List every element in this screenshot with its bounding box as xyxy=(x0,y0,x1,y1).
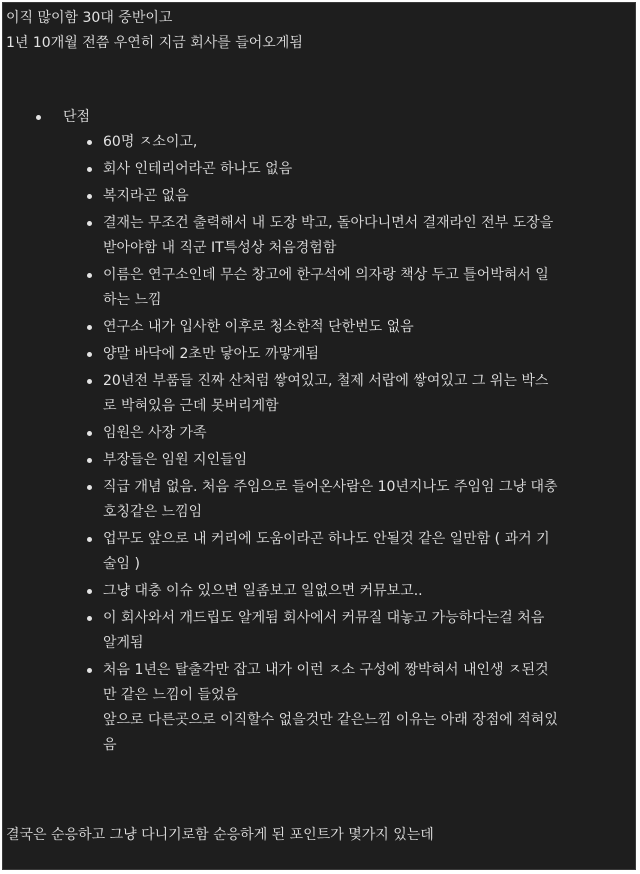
intro-line: 1년 10개월 전쯤 우연히 지금 회사를 들어오게됨 xyxy=(6,35,303,51)
list-item xyxy=(3,315,635,340)
bullet-dot-icon xyxy=(87,485,92,490)
cons-section xyxy=(3,105,635,760)
list-item-text: 받아야함 내 직군 IT특성상 처음경험함 xyxy=(103,240,337,256)
list-item-text: 복지라곤 없음 xyxy=(103,188,189,204)
intro-line: 이직 많이함 30대 중반이고 xyxy=(6,10,173,26)
list-item-text: 이름은 연구소인데 무슨 창고에 한구석에 의자랑 책상 두고 틀어박혀서 일 xyxy=(103,267,549,283)
list-item-text: 연구소 내가 입사한 이후로 청소한적 단한번도 없음 xyxy=(103,319,414,335)
list-item xyxy=(3,579,635,604)
bullet-dot-icon xyxy=(87,325,92,330)
bullet-dot-icon xyxy=(87,194,92,199)
list-item xyxy=(3,421,635,446)
list-item xyxy=(3,130,635,155)
list-item-text: 처음 1년은 탈출각만 잡고 내가 이런 ㅈ소 구성에 짱박혀서 내인생 ㅈ된것 xyxy=(103,662,549,678)
list-item-text: 호칭같은 느낌임 xyxy=(103,504,203,520)
cons-list xyxy=(3,130,635,758)
list-item-text: 60명 ㅈ소이고, xyxy=(103,134,198,150)
bullet-dot-icon xyxy=(87,221,92,226)
bullet-dot-icon xyxy=(87,431,92,436)
list-item-text: 그냥 대충 이슈 있으면 일좀보고 일없으면 커뮤보고.. xyxy=(103,583,423,599)
list-item-text: 직급 개념 없음. 처음 주임으로 들어온사람은 10년지나도 주임임 그냥 대충 xyxy=(103,479,558,495)
cons-heading-item xyxy=(3,105,635,130)
list-item xyxy=(3,448,635,473)
list-item xyxy=(3,211,635,261)
list-item-text: 업무도 앞으로 내 커리에 도움이라곤 하나도 안될것 같은 일만함 ( 과거 기 xyxy=(103,531,550,547)
list-item-text: 회사 인테리어라곤 하나도 없음 xyxy=(103,161,293,177)
list-item xyxy=(3,184,635,209)
bullet-dot-icon xyxy=(87,537,92,542)
list-item-text: 하는 느낌 xyxy=(103,292,162,308)
list-item-text: 20년전 부품들 진짜 산처럼 쌓여있고, 철제 서랍에 쌓여있고 그 위는 박스 xyxy=(103,373,549,389)
bullet-dot-icon xyxy=(87,140,92,145)
list-item xyxy=(3,157,635,182)
post-body xyxy=(2,2,636,870)
list-item xyxy=(3,369,635,419)
list-item-text: 이 회사와서 개드립도 알게됨 회사에서 커뮤질 대놓고 가능하다는걸 처음 xyxy=(103,610,545,626)
conclusion-text: 결국은 순응하고 그냥 다니기로함 순응하게 된 포인트가 몇가지 있는데 xyxy=(6,827,434,843)
list-item xyxy=(3,475,635,525)
bullet-dot-icon xyxy=(87,458,92,463)
intro-paragraph xyxy=(6,6,626,56)
list-item-text: 술임 ) xyxy=(103,556,140,572)
list-item xyxy=(3,342,635,367)
list-item xyxy=(3,263,635,313)
cons-heading: 단점 xyxy=(63,109,91,125)
bullet-dot-icon xyxy=(36,115,41,120)
list-item-text: 부장들은 임원 지인들임 xyxy=(103,452,248,468)
list-item-text: 로 박혀있음 근데 못버리게함 xyxy=(103,398,279,414)
list-item-text: 알게됨 xyxy=(103,635,144,651)
list-item xyxy=(3,658,635,758)
bullet-dot-icon xyxy=(87,589,92,594)
bullet-dot-icon xyxy=(87,352,92,357)
list-item-text: 음 xyxy=(103,737,117,753)
bullet-dot-icon xyxy=(87,668,92,673)
list-item-text: 만 같은 느낌이 들었음 xyxy=(103,687,239,703)
bullet-dot-icon xyxy=(87,167,92,172)
bullet-dot-icon xyxy=(87,273,92,278)
bullet-dot-icon xyxy=(87,616,92,621)
list-item-text: 임원은 사장 가족 xyxy=(103,425,207,441)
list-item xyxy=(3,527,635,577)
list-item xyxy=(3,606,635,656)
list-item-text: 결재는 무조건 출력해서 내 도장 박고, 돌아다니면서 결재라인 전부 도장을 xyxy=(103,215,554,231)
list-item-text: 앞으로 다른곳으로 이직할수 없을것만 같은느낌 이유는 아래 장점에 적혀있 xyxy=(103,712,558,728)
bullet-dot-icon xyxy=(87,379,92,384)
list-item-text: 양말 바닥에 2초만 닿아도 까맣게됨 xyxy=(103,346,320,362)
